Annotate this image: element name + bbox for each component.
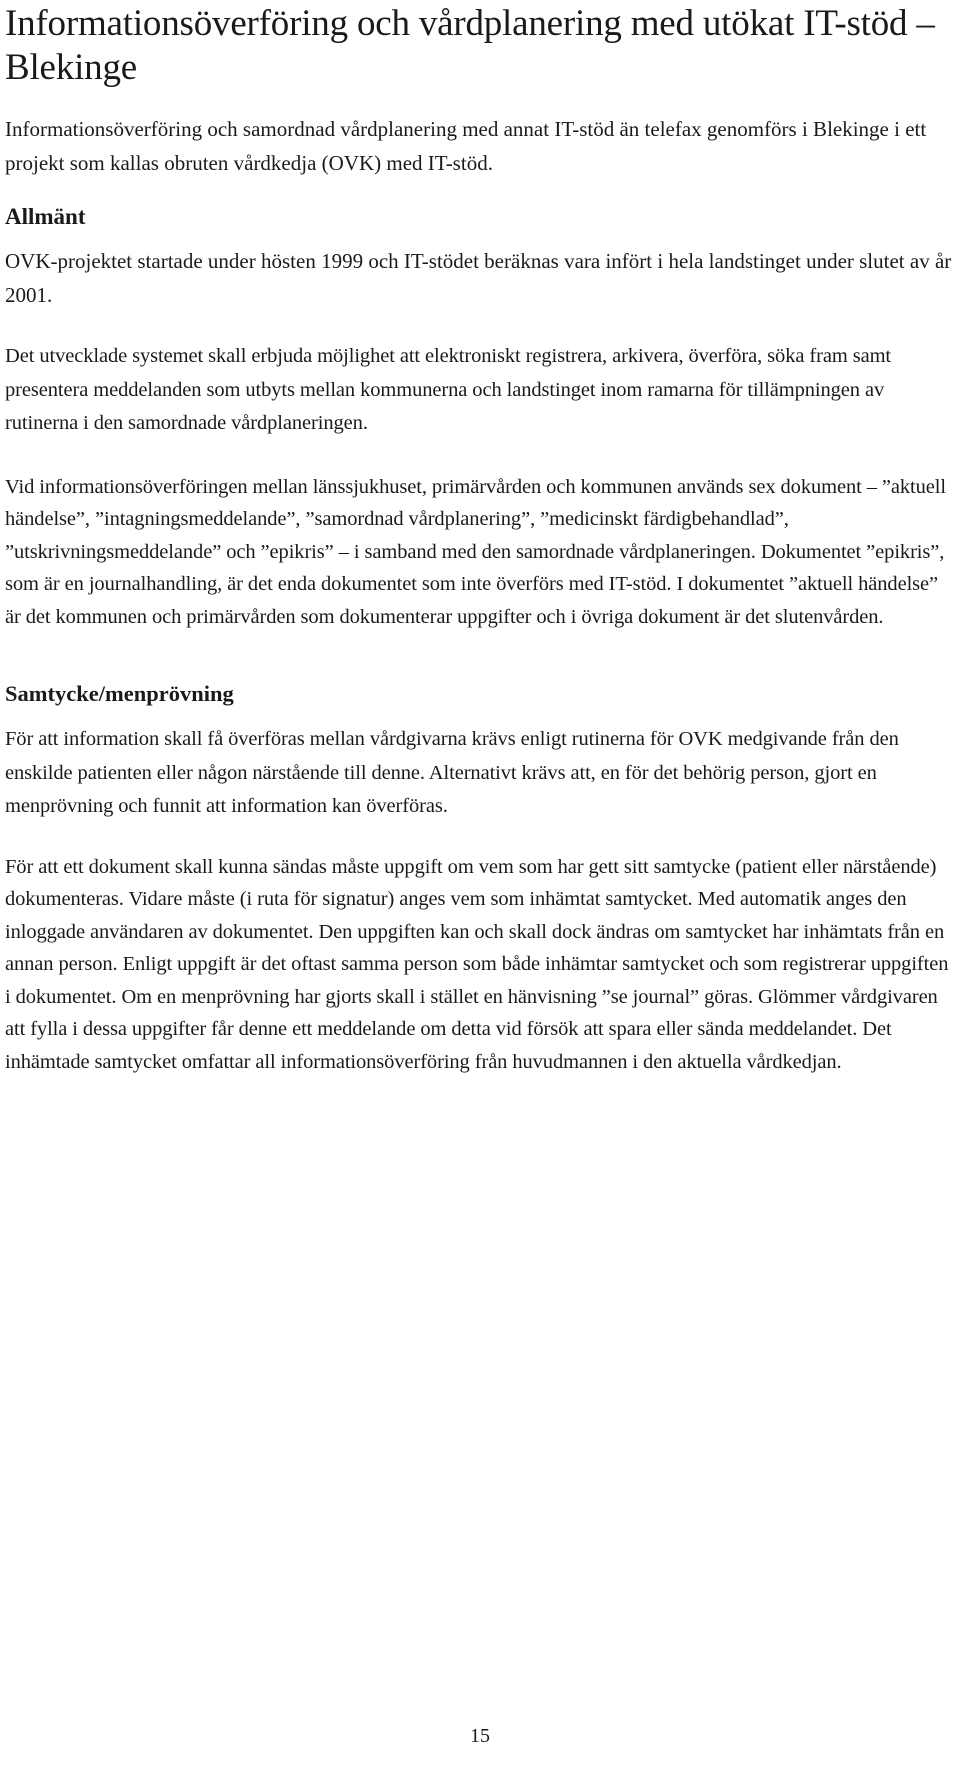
paragraph-ovk-project: OVK-projektet startade under hösten 1999 och IT-stödet beräknas vara infört i hela landstinget under slutet av år 2001.	[5, 249, 952, 307]
document-page	[5, 0, 955, 1078]
intro-paragraph: Informationsöverföring och samordnad vårdplanering med annat IT-stöd än telefax genomförs i Blekinge i ett projekt som kallas obruten vårdkedja (OVK) med IT-stöd.	[5, 117, 927, 175]
paragraph-system: Det utvecklade systemet skall erbjuda möjlighet att elektroniskt registrera, arkivera, överföra, söka fram samt presentera meddelanden som utbyts mellan kommunerna och landstinget inom ramarna för tillämpningen av rutinerna i den samordnade vårdplaneringen.	[5, 345, 892, 434]
document-title: Informationsöverföring och vårdplanering med utökat IT-stöd – Blekinge	[5, 3, 935, 88]
section-heading-allmant: Allmänt	[5, 204, 86, 229]
paragraph-consent-requirement: För att information skall få överföras mellan vårdgivarna krävs enligt rutinerna för OVK medgivande från den enskilde patienten eller någon närstående till denne. Alternativt krävs att, en för det behörig person, gjort en menprövning och funnit att information kan överföras.	[5, 728, 899, 817]
paragraph-documents: Vid informationsöverföringen mellan länssjukhuset, primärvården och kommunen används sex dokument – ”aktuell händelse”, ”intagningsmeddelande”, ”samordnad vårdplanering”, ”medicinskt färdigbehandlad”, ”utskrivningsmeddelande” och ”epikris” – i samband med den samordnade vårdplaneringen. Dokumentet ”epikris”, som är en journalhandling, är det enda dokumentet som inte överförs med IT-stöd. I dokumentet ”aktuell händelse” är det kommunen och primärvården som dokumenterar uppgifter och i övriga dokument är det slutenvården.	[5, 475, 946, 628]
page-number: 15	[470, 1725, 490, 1747]
section-heading-samtycke: Samtycke/menprövning	[5, 681, 234, 706]
paragraph-consent-documentation: För att ett dokument skall kunna sändas måste uppgift om vem som har gett sitt samtycke (patient eller närstående) dokumenteras. Vidare måste (i ruta för signatur) anges vem som inhämtat samtycket. Med automatik anges den inloggade användaren av dokumentet. Den uppgiften kan och skall dock ändras om samtycket har inhämtats från en annan person. Enligt uppgift är det oftast samma person som både inhämtar samtycket och som registrerar uppgiften i dokumentet. Om en menprövning har gjorts skall i stället en hänvisning ”se journal” göras. Glömmer vårdgivaren att fylla i dessa uppgifter får denne ett meddelande om detta vid försök att spara eller sända meddelandet. Det inhämtade samtycket omfattar all informationsöverföring från huvudmannen i den aktuella vårdkedjan.	[5, 855, 949, 1073]
